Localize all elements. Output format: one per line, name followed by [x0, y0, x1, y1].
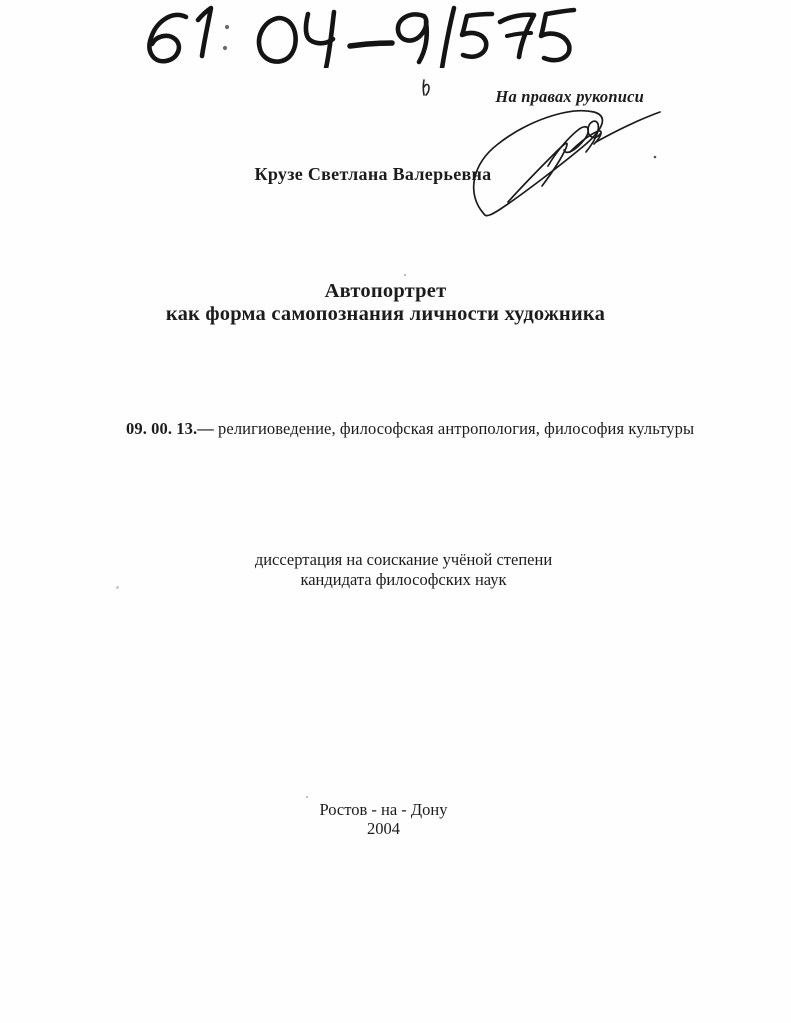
scan-speck — [116, 586, 119, 589]
thesis-type-line-2: кандидата философских наук — [300, 570, 507, 589]
accession-number-handwriting-icon — [136, 2, 588, 68]
specialty-code: 09. 00. 13.— — [126, 419, 214, 438]
scan-speck — [306, 796, 308, 798]
year: 2004 — [367, 819, 400, 838]
manuscript-note: На правах рукописи — [495, 87, 644, 106]
specialty-text: религиоведение, философская антропология, философия культуры — [213, 419, 695, 438]
specialty-line — [126, 419, 694, 439]
dissertation-title — [0, 280, 781, 326]
thesis-type — [8, 550, 791, 590]
city: Ростов - на - Дону — [319, 800, 448, 819]
title-line-2: как форма самопознания личности художника — [165, 303, 606, 325]
scan-speck — [404, 274, 406, 276]
thesis-type-line-1: диссертация на соискание учёной степени — [254, 550, 553, 569]
title-line-1: Автопортрет — [324, 280, 447, 302]
handwritten-accession-number — [136, 2, 588, 68]
author-name: Крузе Светлана Валерьевна — [254, 164, 492, 184]
imprint — [0, 800, 779, 838]
